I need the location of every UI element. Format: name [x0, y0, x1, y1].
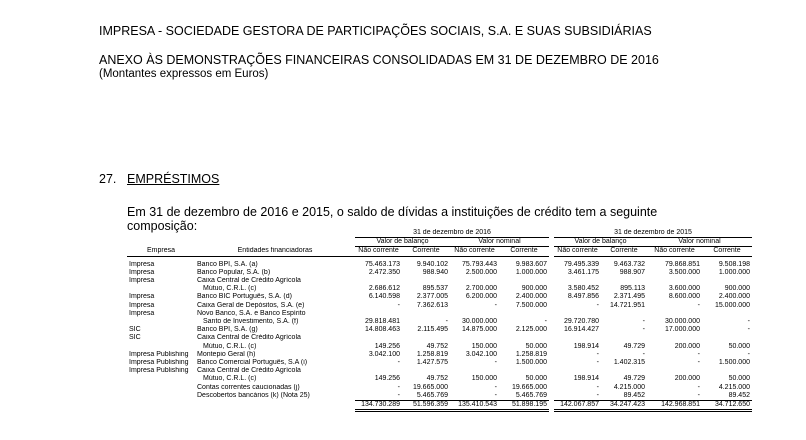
amount-cell: 50.000: [525, 342, 547, 350]
amount-cell: -: [697, 350, 700, 358]
entidade-cell: Mútuo, C.R.L. (c): [203, 285, 257, 293]
table-row: [127, 334, 752, 342]
entidade-cell: Banco BIC Português, S.A. (d): [197, 293, 292, 301]
amount-cell: 7.362.613: [416, 301, 448, 309]
total-cell: 142.968.851: [647, 401, 702, 411]
amount-cell: 14.808.463: [364, 326, 400, 334]
intro-line-1: Em 31 de dezembro de 2016 e 2015, o saldo de dívidas a instituições de crédito tem a seguinte: [127, 205, 658, 219]
amount-cell: [402, 310, 450, 318]
amount-cell: 988.940: [422, 268, 448, 276]
amount-cell: 150.000: [471, 375, 497, 383]
entidade-cell: Caixa Geral de Depósitos, S.A. (e): [197, 301, 305, 309]
amount-cell: 1.427.575: [416, 359, 448, 367]
amount-cell: 1.500.000: [515, 359, 547, 367]
table-row: [127, 269, 752, 277]
corrente-header: Corrente: [499, 247, 549, 256]
amount-cell: 900.000: [724, 285, 750, 293]
amount-cell: 1.258.819: [416, 350, 448, 358]
amount-cell: 8.600.000: [668, 293, 700, 301]
section-number: 27.: [99, 172, 117, 186]
empresa-header: Empresa: [127, 247, 195, 256]
table-row: [127, 310, 752, 318]
amount-cell: 30.000.000: [664, 318, 700, 326]
empresa-cell: Impresa: [129, 309, 155, 317]
empresa-cell: [127, 392, 195, 401]
amount-cell: [601, 277, 647, 285]
amount-cell: [450, 334, 499, 342]
amount-cell: 50.000: [728, 342, 750, 350]
nao-corrente-header: Não corrente: [554, 247, 601, 256]
entidade-cell: Santo de Investimento, S.A. (f): [203, 318, 299, 326]
total-cell: 51.898.195: [499, 401, 549, 411]
amount-cell: 16.914.427: [563, 326, 599, 334]
amount-cell: -: [494, 391, 497, 399]
corrente-header: Corrente: [402, 247, 450, 256]
amount-cell: 149.256: [374, 375, 400, 383]
empresa-cell: Impresa: [129, 268, 155, 276]
amount-cell: 3.042.100: [368, 350, 400, 358]
entidade-cell: Caixa Central de Crédito Agrícola: [197, 367, 301, 375]
amount-cell: 1.402.315: [613, 359, 645, 367]
units-note: (Montantes expressos em Euros): [99, 68, 269, 80]
entidade-cell: Banco BPI, S.A. (g): [197, 326, 258, 334]
amount-cell: 198.914: [573, 342, 599, 350]
empresa-cell: Impresa: [129, 277, 155, 285]
amount-cell: 15.000.000: [714, 301, 750, 309]
amount-cell: 2.400.000: [718, 293, 750, 301]
valor-nominal-2016-header: Valor nominal: [450, 238, 549, 247]
amount-cell: 200.000: [674, 375, 700, 383]
amount-cell: 17.000.000: [664, 326, 700, 334]
amount-cell: 198.914: [573, 375, 599, 383]
table-row: [127, 384, 752, 392]
amount-cell: 2.371.495: [613, 293, 645, 301]
amount-cell: -: [445, 318, 448, 326]
entidades-header: Entidades financiadoras: [195, 247, 355, 256]
amount-cell: 3.580.452: [567, 285, 599, 293]
amount-cell: 49.752: [426, 342, 448, 350]
empresa-cell: Impresa Publishing: [129, 359, 189, 367]
amount-cell: -: [596, 301, 599, 309]
amount-cell: 4.215.000: [613, 383, 645, 391]
amount-cell: [450, 277, 499, 285]
amount-cell: [355, 277, 402, 285]
period-2015-header: 31 de dezembro de 2015: [554, 229, 752, 238]
amount-cell: -: [642, 326, 645, 334]
amount-cell: [355, 367, 402, 375]
amount-cell: [554, 277, 601, 285]
entidade-cell: Contas correntes caucionadas (j): [197, 383, 300, 391]
corrente-header: Corrente: [601, 247, 647, 256]
amount-cell: 19.665.000: [412, 383, 448, 391]
amount-cell: 9.463.732: [613, 260, 645, 268]
annex-title: ANEXO ÀS DEMONSTRAÇÕES FINANCEIRAS CONSOLIDADAS EM 31 DE DEZEMBRO DE 2016: [99, 53, 659, 67]
amount-cell: -: [596, 350, 599, 358]
total-cell: 135.410.543: [450, 401, 499, 411]
amount-cell: -: [397, 391, 400, 399]
amount-cell: 6.140.598: [368, 293, 400, 301]
amount-cell: 79.868.851: [664, 260, 700, 268]
empresa-cell: Impresa: [129, 260, 155, 268]
amount-cell: [647, 334, 702, 342]
amount-cell: [702, 310, 752, 318]
amount-cell: [402, 367, 450, 375]
amount-cell: [647, 367, 702, 375]
amount-cell: [601, 310, 647, 318]
amount-cell: 29.818.481: [364, 318, 400, 326]
empresa-cell: [127, 318, 195, 326]
amount-cell: -: [494, 383, 497, 391]
amount-cell: [702, 367, 752, 375]
amount-cell: 49.729: [623, 342, 645, 350]
amount-cell: 1.000.000: [515, 268, 547, 276]
amount-cell: [702, 334, 752, 342]
amount-cell: [601, 334, 647, 342]
amount-cell: 30.000.000: [461, 318, 497, 326]
totals-row: [127, 401, 752, 411]
table-row: [127, 302, 752, 310]
amount-cell: 3.461.175: [567, 268, 599, 276]
entidade-cell: Banco BPI, S.A. (a): [197, 260, 258, 268]
amount-cell: -: [697, 383, 700, 391]
empresa-cell: SIC: [129, 334, 141, 342]
loans-table-body: [127, 261, 752, 411]
amount-cell: 895.537: [422, 285, 448, 293]
amount-cell: 50.000: [728, 375, 750, 383]
amount-cell: -: [397, 383, 400, 391]
amount-cell: -: [697, 301, 700, 309]
amount-cell: 3.042.100: [465, 350, 497, 358]
amount-cell: -: [747, 326, 750, 334]
amount-cell: 988.907: [619, 268, 645, 276]
amount-cell: 89.452: [623, 391, 645, 399]
intro-line-2: composição:: [127, 219, 198, 233]
amount-cell: [702, 277, 752, 285]
amount-cell: [355, 334, 402, 342]
amount-cell: 150.000: [471, 342, 497, 350]
nao-corrente-header: Não corrente: [647, 247, 702, 256]
empresa-cell: [127, 343, 195, 351]
amount-cell: 3.600.000: [668, 285, 700, 293]
amount-cell: 9.508.198: [718, 260, 750, 268]
amount-cell: -: [596, 383, 599, 391]
table-row: [127, 261, 752, 269]
amount-cell: -: [642, 350, 645, 358]
amount-cell: 2.400.000: [515, 293, 547, 301]
corrente-header: Corrente: [702, 247, 752, 256]
amount-cell: 2.686.612: [368, 285, 400, 293]
amount-cell: -: [397, 359, 400, 367]
amount-cell: 9.940.102: [416, 260, 448, 268]
table-row: [127, 326, 752, 334]
amount-cell: 1.000.000: [718, 268, 750, 276]
amount-cell: 7.500.000: [515, 301, 547, 309]
amount-cell: [499, 334, 549, 342]
amount-cell: -: [494, 359, 497, 367]
amount-cell: [647, 277, 702, 285]
entidade-cell: Mútuo, C.R.L. (c): [203, 375, 257, 383]
company-title: IMPRESA - SOCIEDADE GESTORA DE PARTICIPAÇÕES SOCIAIS, S.A. E SUAS SUBSIDIÁRIAS: [99, 24, 652, 38]
table-row: [127, 343, 752, 351]
amount-cell: 2.115.495: [417, 326, 448, 334]
section-title: EMPRÉSTIMOS: [127, 172, 220, 186]
nao-corrente-header: Não corrente: [355, 247, 402, 256]
table-row: [127, 359, 752, 367]
empresa-cell: Impresa Publishing: [129, 367, 189, 375]
amount-cell: 8.497.856: [567, 293, 599, 301]
amount-cell: 2.500.000: [465, 268, 497, 276]
amount-cell: -: [596, 359, 599, 367]
amount-cell: 9.983.607: [515, 260, 547, 268]
table-row: [127, 367, 752, 375]
amount-cell: [402, 334, 450, 342]
amount-cell: 50.000: [525, 375, 547, 383]
entidade-cell: Montepio Geral (h): [197, 350, 256, 358]
amount-cell: 2.472.350: [368, 268, 400, 276]
amount-cell: [450, 367, 499, 375]
amount-cell: 4.215.000: [718, 383, 750, 391]
amount-cell: 1.258.819: [515, 350, 547, 358]
amount-cell: 49.729: [623, 375, 645, 383]
amount-cell: 75.463.173: [364, 260, 400, 268]
amount-cell: 19.665.000: [511, 383, 547, 391]
amount-cell: 2.125.000: [515, 326, 547, 334]
valor-nominal-2015-header: Valor nominal: [647, 238, 752, 247]
total-cell: 34.247.423: [601, 401, 647, 411]
entidade-cell: Novo Banco, S.A. e Banco Espírito: [197, 309, 306, 317]
amount-cell: -: [747, 318, 750, 326]
amount-cell: 75.793.443: [461, 260, 497, 268]
total-cell: 51.596.359: [402, 401, 450, 411]
table-row: [127, 351, 752, 359]
amount-cell: [554, 367, 601, 375]
empresa-cell: [127, 285, 195, 293]
table-row: [127, 318, 752, 326]
amount-cell: 29.720.780: [563, 318, 599, 326]
amount-cell: 900.000: [521, 285, 547, 293]
entidade-cell: Mútuo, C.R.L. (c): [203, 342, 257, 350]
total-cell: 134.730.289: [355, 401, 402, 411]
empresa-cell: Impresa: [129, 301, 155, 309]
total-cell: 142.067.857: [554, 401, 601, 411]
amount-cell: 1.500.000: [718, 359, 750, 367]
amount-cell: 6.200.000: [465, 293, 497, 301]
amount-cell: 895.113: [620, 285, 645, 293]
loans-table: [127, 229, 752, 412]
empresa-cell: Impresa: [129, 293, 155, 301]
amount-cell: [601, 367, 647, 375]
amount-cell: 49.752: [426, 375, 448, 383]
empresa-cell: Impresa Publishing: [129, 350, 189, 358]
amount-cell: -: [494, 301, 497, 309]
period-2016-header: 31 de dezembro de 2016: [355, 229, 549, 238]
amount-cell: 3.500.000: [668, 268, 700, 276]
total-cell: 34.712.650: [702, 401, 752, 411]
amount-cell: [499, 277, 549, 285]
empresa-cell: [127, 384, 195, 392]
amount-cell: [402, 277, 450, 285]
amount-cell: [355, 310, 402, 318]
nao-corrente-header: Não corrente: [450, 247, 499, 256]
amount-cell: [647, 310, 702, 318]
amount-cell: 149.256: [374, 342, 400, 350]
empresa-cell: [127, 375, 195, 383]
entidade-cell: Descobertos bancários (k) (Nota 25): [197, 392, 310, 400]
table-row: [127, 277, 752, 285]
amount-cell: [499, 367, 549, 375]
amount-cell: [450, 310, 499, 318]
empresa-cell: SIC: [129, 326, 141, 334]
amount-cell: 2.700.000: [465, 285, 497, 293]
table-row: [127, 293, 752, 301]
amount-cell: 89.452: [728, 391, 750, 399]
amount-cell: 79.495.339: [563, 260, 599, 268]
amount-cell: 5.465.769: [515, 391, 547, 399]
valor-balanco-2016-header: Valor de balanço: [355, 238, 450, 247]
amount-cell: -: [642, 318, 645, 326]
amount-cell: -: [697, 359, 700, 367]
entidade-cell: Banco Comercial Português, S.A (i): [197, 359, 308, 367]
amount-cell: -: [697, 391, 700, 399]
amount-cell: -: [596, 391, 599, 399]
amount-cell: -: [747, 350, 750, 358]
valor-balanco-2015-header: Valor de balanço: [554, 238, 647, 247]
amount-cell: 200.000: [674, 342, 700, 350]
entidade-cell: Banco Popular, S.A. (b): [197, 268, 271, 276]
amount-cell: 2.377.005: [416, 293, 448, 301]
amount-cell: -: [397, 301, 400, 309]
amount-cell: [499, 310, 549, 318]
amount-cell: 14.875.000: [461, 326, 497, 334]
entidade-cell: Caixa Central de Crédito Agrícola: [197, 334, 301, 342]
amount-cell: -: [544, 318, 547, 326]
table-row: [127, 285, 752, 293]
amount-cell: [554, 310, 601, 318]
table-row: [127, 392, 752, 401]
amount-cell: 14.721.951: [609, 301, 645, 309]
entidade-cell: Caixa Central de Crédito Agrícola: [197, 277, 301, 285]
amount-cell: 5.465.769: [416, 391, 448, 399]
amount-cell: [554, 334, 601, 342]
table-row: [127, 375, 752, 383]
